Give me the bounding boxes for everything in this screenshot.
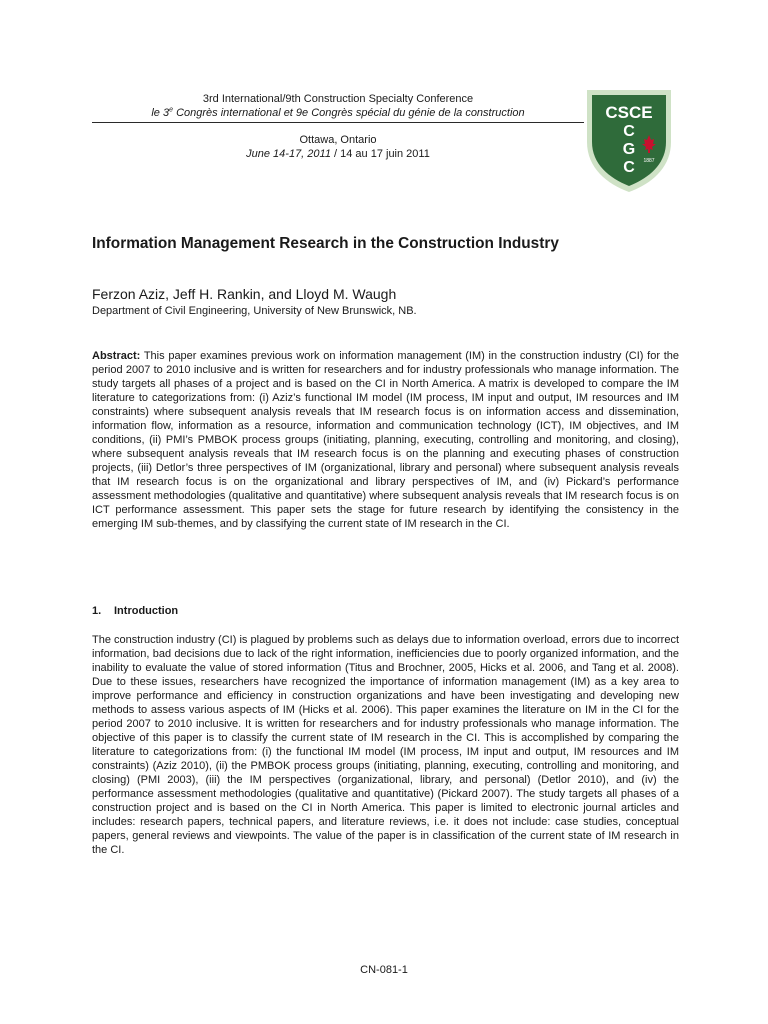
conference-header <box>92 92 584 161</box>
conference-dates: June 14-17, 2011 / 14 au 17 juin 2011 <box>246 148 430 160</box>
abstract-paragraph <box>92 349 679 531</box>
section-title: Introduction <box>114 605 179 617</box>
author-affiliation: Department of Civil Engineering, University of New Brunswick, NB. <box>92 305 417 317</box>
header-divider <box>92 122 584 123</box>
page-footer-id: CN-081-1 <box>360 964 408 976</box>
logo-letter-g: G <box>622 141 636 158</box>
section-number: 1. <box>92 605 102 617</box>
csce-logo <box>583 86 675 194</box>
conference-title: 3rd International/9th Construction Specialty Conference <box>202 93 474 105</box>
logo-letter-c: C <box>623 123 635 140</box>
section-heading-introduction <box>92 604 679 618</box>
paper-title: Information Management Research in the Construction Industry <box>92 235 559 252</box>
logo-text-csce: CSCE <box>605 103 653 122</box>
logo-letter-c2: C <box>623 159 635 176</box>
abstract-text: This paper examines previous work on information management (IM) in the construction industry (CI) for the period 2007 to 2010 inclusive and is written for researchers and for industry professionals who manage information. The study targets all phases of a project and is based on the CI in North America. A matrix is developed to compare the IM literature to categorizations from: (i) Aziz’s functional IM model (IM process, IM input and output, IM resources and IM constraints) where subsequent analysis reveals that IM research focus is on information access and dissemination, information flow, information as a resource, information and communication technology (ICT), IM objectives, and IM conditions, (ii) PMI’s PMBOK process groups (initiating, planning, executing, controlling and monitoring, and closing), where subsequent analysis reveals that IM research focus is on the planning and executing phases of construction projects, (iii) Detlor’s three perspectives of IM (organizational, library and personal) where subsequent analysis reveals that IM research focus is on the organizational and library perspectives of IM, and (iv) Pickard’s performance assessment methodologies (qualitative and quantitative) where subsequent analysis reveals that IM research focus is on ICT performance assessment. This paper sets the stage for future research by identifying the consistency in the emerging IM sub-themes, and by classifying the current state of IM research in the CI. <box>92 350 679 530</box>
conference-location: Ottawa, Ontario <box>299 134 377 146</box>
conference-title-french: le 3e Congrès international et 9e Congrès spécial du génie de la construction <box>151 106 525 119</box>
introduction-paragraph: The construction industry (CI) is plagued by problems such as delays due to information overload, errors due to incorrect information, bad decisions due to lack of the right information, inefficiencies due to poorly organized information, and the inability to evaluate the value of stored information (Titus and Brochner, 2005, Hicks et al. 2006, and Tang et al. 2008). Due to these issues, researchers have recognized the importance of information management (IM) as a key area to improve performance and efficiency in construction organizations and have been investigating and developing new methods to assess various aspects of IM (Hicks et al. 2006). This paper examines the literature on IM in the CI for the period 2007 to 2010 inclusive. It is written for researchers and for industry professionals who manage information. The objective of this paper is to classify the current state of IM research in the CI. This is accomplished by comparing the literature to categorizations from: (i) the functional IM model (IM process, IM input and output, IM resources and IM constraints) (Aziz 2010), (ii) the PMBOK process groups (initiating, planning, executing, controlling and monitoring, and closing) (PMI 2003), (iii) the IM perspectives (organizational, library, and personal) (Detlor 2010), and (iv) the performance assessment methodologies (qualitative and quantitative) (Pickard 2007). The study targets all phases of a construction project and is based on the CI in North America. This paper is limited to electronic journal articles and includes: research papers, technical papers, and literature reviews, i.e. it does not include: case studies, conceptual papers, general reviews and viewpoints. The value of the paper is in classification of the current state of IM research in the CI. <box>92 634 679 856</box>
abstract-label: Abstract: <box>92 350 141 362</box>
logo-year: 1887 <box>643 158 655 164</box>
paper-authors: Ferzon Aziz, Jeff H. Rankin, and Lloyd M. Waugh <box>92 286 397 302</box>
